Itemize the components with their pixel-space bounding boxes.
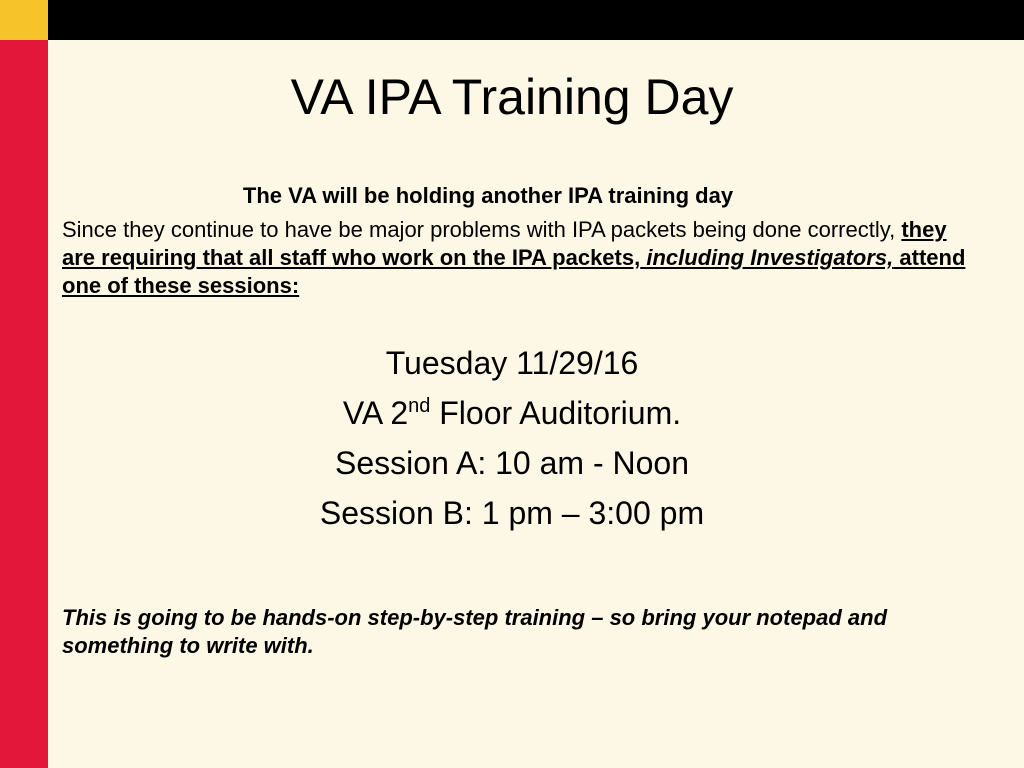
- session-date: Tuesday 11/29/16: [385, 345, 639, 381]
- left-accent-bar: [0, 40, 48, 768]
- session-location: [48, 388, 976, 438]
- session-b-time: Session B: 1 pm – 3:00 pm: [319, 495, 705, 531]
- announcement-subhead: The VA will be holding another IPA training day: [242, 183, 734, 208]
- requirement-part-3: attend one of these sessions:: [62, 245, 966, 298]
- top-banner-bar: [48, 0, 1024, 40]
- location-ordinal: nd: [408, 395, 431, 417]
- intro-text: Since they continue to have be major problems with IPA packets being done correctly,: [62, 217, 902, 242]
- location-suffix: Floor Auditorium.: [430, 395, 682, 431]
- closing-note: This is going to be hands-on step-by-step training – so bring your notepad and something to write with.: [62, 605, 888, 658]
- intro-paragraph: [62, 216, 982, 300]
- corner-accent: [0, 0, 48, 40]
- session-a-time: Session A: 10 am - Noon: [335, 445, 689, 481]
- requirement-part-1: they are requiring that all staff who work on the IPA packets,: [62, 217, 947, 270]
- location-prefix: VA 2: [342, 395, 409, 431]
- session-details: [48, 338, 976, 538]
- requirement-investigators: including Investigators,: [646, 245, 894, 270]
- slide-title: VA IPA Training Day: [290, 69, 734, 125]
